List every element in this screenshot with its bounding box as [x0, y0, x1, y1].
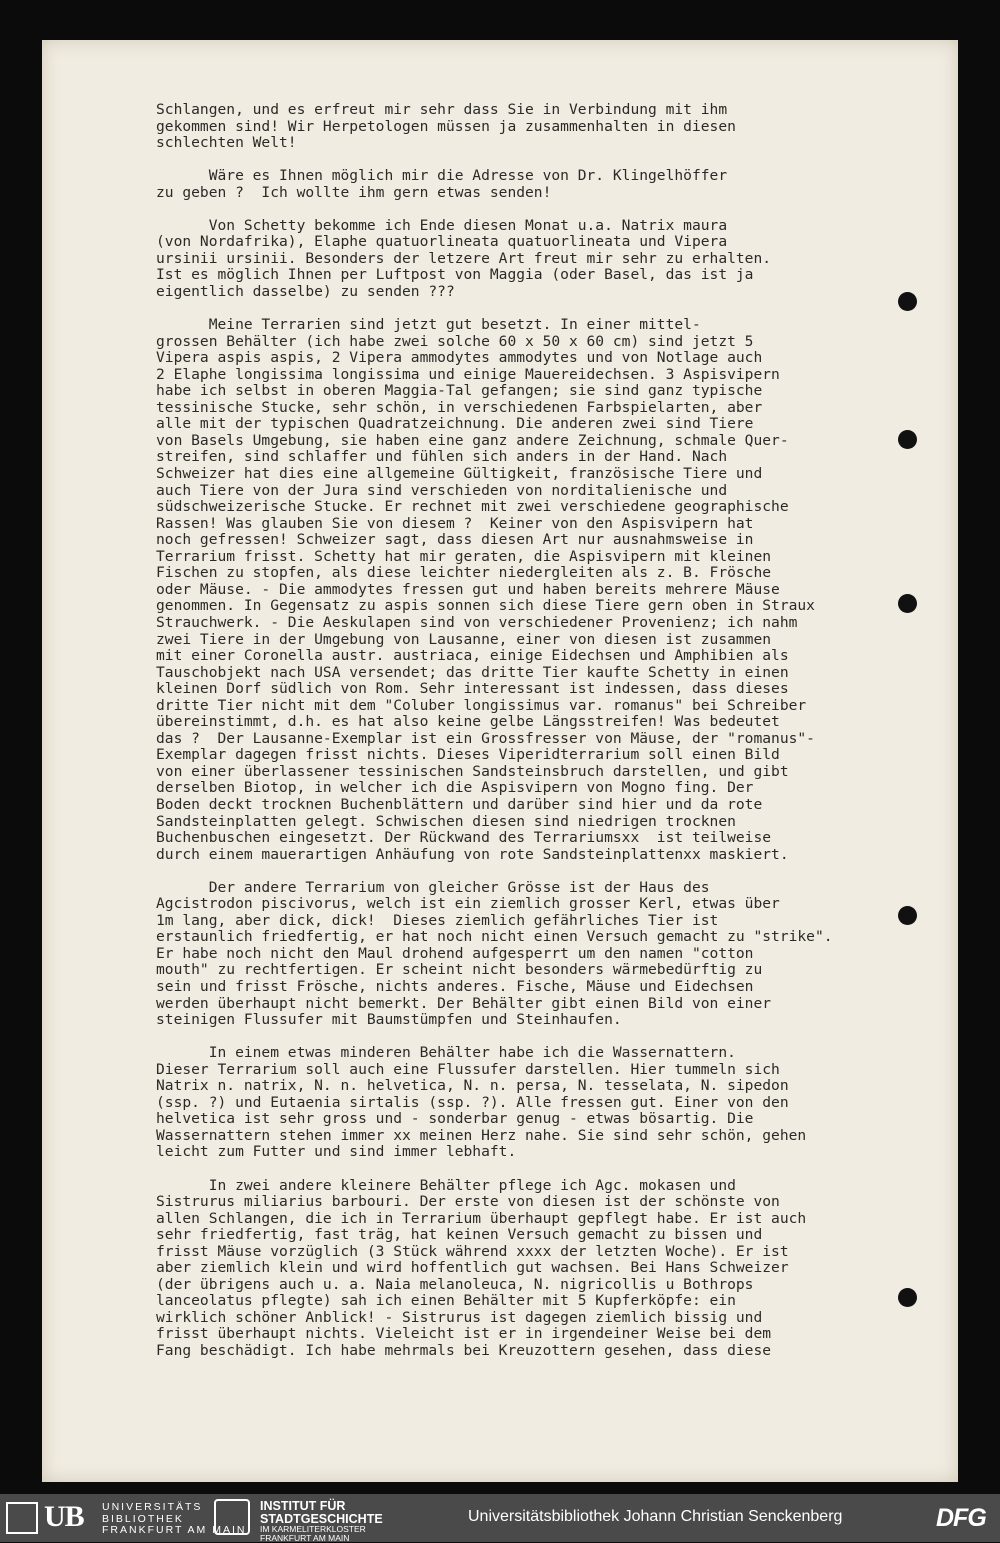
text-line: Agcistrodon piscivorus, welch ist ein ziemlich grosser Kerl, etwas über: [156, 895, 780, 913]
text-line: Sandsteinplatten gelegt. Schwischen diesen sind niedrigen trocknen: [156, 812, 736, 830]
text-line: genommen. In Gegensatz zu aspis sonnen sich diese Tiere gern oben in Straux: [156, 597, 815, 615]
ub-logo[interactable]: [6, 1500, 247, 1536]
footer-title[interactable]: Universitätsbibliothek Johann Christian Senckenberg: [468, 1508, 843, 1525]
text-line: habe ich selbst in oberen Maggia-Tal gefangen; sie sind ganz typische: [156, 382, 763, 400]
text-line: Meine Terrarien sind jetzt gut besetzt. In einer mittel-: [156, 316, 701, 334]
text-line: allen Schlangen, die ich in Terrarium überhaupt gepflegt habe. Er ist auch: [156, 1209, 807, 1227]
text-line: auch Tiere von der Jura sind verschieden von norditalienische und: [156, 481, 728, 499]
text-line: tessinische Stucke, sehr schön, in verschiedenen Farbspielarten, aber: [156, 398, 763, 416]
ub-logo-name: UNIVERSITÄTS BIBLIOTHEK FRANKFURT AM MAIN: [102, 1501, 247, 1536]
text-line: zwei Tiere in der Umgebung von Lausanne, einer von diesen ist zusammen: [156, 630, 772, 648]
text-line: Buchenbuschen eingesetzt. Der Rückwand des Terrariumsxx ist teilweise: [156, 829, 772, 847]
punch-hole: [898, 1288, 917, 1307]
text-line: Er habe noch nicht den Maul drohend aufgesperrt um den namen "cotton: [156, 944, 754, 962]
text-line: zu geben ? Ich wollte ihm gern etwas senden!: [156, 183, 552, 201]
text-line: [156, 301, 876, 318]
text-line: alle mit der typischen Quadratzeichnung. Die anderen zwei sind Tiere: [156, 415, 754, 433]
letter-body: [156, 102, 876, 1360]
text-line: südschweizerische Stucke. Er rechnet mit zwei verschiedene geographische: [156, 498, 789, 516]
isg-logo[interactable]: [214, 1499, 444, 1543]
text-line: Fang beschädigt. Ich habe mehrmals bei Kreuzottern gesehen, dass diese: [156, 1342, 772, 1360]
text-line: durch einem mauerartigen Anhäufung von rote Sandsteinplattenxx maskiert.: [156, 845, 789, 863]
text-line: streifen, sind schlaffer und fühlen sich anders in der Hand. Nach: [156, 448, 728, 466]
text-line: Schweizer hat dies eine allgemeine Gültigkeit, französische Tiere und: [156, 465, 763, 483]
text-line: Vipera aspis aspis, 2 Vipera ammodytes ammodytes und von Notlage auch: [156, 349, 763, 367]
text-line: von einer überlassener tessinischen Sandsteinsbruch darstellen, und gibt: [156, 762, 789, 780]
text-line: Der andere Terrarium von gleicher Grösse ist der Haus des: [156, 878, 710, 896]
text-line: lanceolatus pflegte) sah ich einen Behälter mit 5 Kupferköpfe: ein: [156, 1292, 736, 1310]
text-line: Fischen zu stopfen, als diese leichter niedergleiten als z. B. Frösche: [156, 564, 772, 582]
isg-emblem-icon: [214, 1499, 250, 1535]
text-line: Rassen! Was glauben Sie von diesem ? Keiner von den Aspisvipern hat: [156, 514, 754, 532]
text-line: grossen Behälter (ich habe zwei solche 60 x 50 x 60 cm) sind jetzt 5: [156, 332, 754, 350]
text-line: steinigen Flussufer mit Baumstümpfen und Steinhaufen.: [156, 1011, 622, 1029]
text-line: derselben Biotop, in welcher ich die Aspisvipern von Mogno fing. Der: [156, 779, 754, 797]
isg-logo-subtitle: IM KARMELITERKLOSTER FRANKFURT AM MAIN: [260, 1524, 366, 1543]
text-line: kleinen Dorf südlich von Rom. Sehr interessant ist indessen, dass dieses: [156, 680, 789, 698]
text-line: Sistrurus miliarius barbouri. Der erste von diesen ist der schönste von: [156, 1193, 780, 1211]
text-line: [156, 1161, 876, 1178]
text-line: dritte Tier nicht mit dem "Coluber longissimus var. romanus" bei Schreiber: [156, 696, 807, 714]
text-line: 2 Elaphe longissima longissima und einige Mauereidechsen. 3 Aspisvipern: [156, 365, 780, 383]
text-line: helvetica ist sehr gross und - sonderbar genug - etwas bösartig. Die: [156, 1110, 754, 1128]
text-line: (der übrigens auch u. a. Naia melanoleuca, N. nigricollis u Bothrops: [156, 1275, 754, 1293]
text-line: das ? Der Lausanne-Exemplar ist ein Grossfresser von Mäuse, der "romanus"-: [156, 729, 815, 747]
isg-logo-name: INSTITUT FÜR STADTGESCHICHTE: [260, 1499, 383, 1526]
text-line: sehr friedfertig, fast träg, hat keinen Versuch gemacht zu bissen und: [156, 1226, 763, 1244]
text-line: wirklich schöner Anblick! - Sistrurus ist dagegen ziemlich bissig und: [156, 1308, 763, 1326]
text-line: eigentlich dasselbe) zu senden ???: [156, 283, 455, 301]
text-line: [156, 152, 876, 169]
text-line: sein und frisst Frösche, nichts anderes. Fische, Mäuse und Eidechsen: [156, 977, 754, 995]
text-line: mouth" zu rechtfertigen. Er scheint nicht besonders wärmebedürftig zu: [156, 961, 763, 979]
text-line: [156, 1029, 876, 1046]
text-line: In einem etwas minderen Behälter habe ich die Wassernattern.: [156, 1044, 736, 1062]
ub-emblem-icon: [6, 1502, 38, 1534]
text-line: Natrix n. natrix, N. n. helvetica, N. n. persa, N. tesselata, N. sipedon: [156, 1077, 789, 1095]
text-line: (ssp. ?) und Eutaenia sirtalis (ssp. ?). Alle fressen gut. Einer von den: [156, 1093, 789, 1111]
text-line: Tauschobjekt nach USA versendet; das dritte Tier kaufte Schetty in einen: [156, 663, 789, 681]
punch-hole: [898, 906, 917, 925]
text-line: frisst überhaupt nichts. Vieleicht ist er in irgendeiner Weise bei dem: [156, 1325, 772, 1343]
punch-hole: [898, 292, 917, 311]
text-line: leicht zum Futter und sind immer lebhaft.: [156, 1143, 517, 1161]
text-line: Wassernattern stehen immer xx meinen Herz nahe. Sie sind sehr schön, gehen: [156, 1126, 807, 1144]
text-line: erstaunlich friedfertig, er hat noch nicht einen Versuch gemacht zu "strike".: [156, 928, 833, 946]
text-line: von Basels Umgebung, sie haben eine ganz andere Zeichnung, schmale Quer-: [156, 431, 789, 449]
footer-bar: [0, 1494, 1000, 1542]
text-line: ursinii ursinii. Besonders der letzere Art freut mir sehr zu erhalten.: [156, 249, 772, 267]
text-line: Exemplar dagegen frisst nichts. Dieses Viperidterrarium soll einen Bild: [156, 746, 780, 764]
dfg-logo[interactable]: DFG: [936, 1504, 986, 1532]
ub-logo-letters: UB: [44, 1500, 84, 1533]
text-line: Von Schetty bekomme ich Ende diesen Monat u.a. Natrix maura: [156, 216, 728, 234]
text-line: In zwei andere kleinere Behälter pflege ich Agc. mokasen und: [156, 1176, 736, 1194]
text-line: [156, 201, 876, 218]
text-line: [156, 863, 876, 880]
text-line: werden überhaupt nicht bemerkt. Der Behälter gibt einen Bild von einer: [156, 994, 772, 1012]
text-line: übereinstimmt, d.h. es hat also keine gelbe Längsstreifen! Was bedeutet: [156, 713, 780, 731]
text-line: oder Mäuse. - Die ammodytes fressen gut und haben bereits mehrere Mäuse: [156, 580, 780, 598]
punch-hole: [898, 430, 917, 449]
text-line: aber ziemlich klein und wird hoffentlich gut wachsen. Bei Hans Schweizer: [156, 1259, 789, 1277]
text-line: Terrarium frisst. Schetty hat mir geraten, die Aspisvipern mit kleinen: [156, 547, 772, 565]
text-line: Ist es möglich Ihnen per Luftpost von Maggia (oder Basel, das ist ja: [156, 266, 754, 284]
text-line: 1m lang, aber dick, dick! Dieses ziemlich gefährliches Tier ist: [156, 911, 719, 929]
text-line: Strauchwerk. - Die Aeskulapen sind von verschiedener Provenienz; ich nahm: [156, 613, 798, 631]
text-line: Wäre es Ihnen möglich mir die Adresse von Dr. Klingelhöffer: [156, 167, 728, 185]
text-line: (von Nordafrika), Elaphe quatuorlineata quatuorlineata und Vipera: [156, 233, 728, 251]
punch-hole: [898, 594, 917, 613]
text-line: Dieser Terrarium soll auch eine Flussufer darstellen. Hier tummeln sich: [156, 1060, 780, 1078]
text-line: noch gefressen! Schweizer sagt, dass diesen Art nur ausnahmsweise in: [156, 531, 754, 549]
text-line: schlechten Welt!: [156, 134, 297, 152]
text-line: mit einer Coronella austr. austriaca, einige Eidechsen und Amphibien als: [156, 647, 789, 665]
text-line: Boden deckt trocknen Buchenblättern und darüber sind hier und da rote: [156, 795, 763, 813]
text-line: Schlangen, und es erfreut mir sehr dass Sie in Verbindung mit ihm: [156, 101, 728, 118]
text-line: frisst Mäuse vorzüglich (3 Stück während xxxx der letzten Woche). Er ist: [156, 1242, 789, 1260]
text-line: gekommen sind! Wir Herpetologen müssen ja zusammenhalten in diesen: [156, 117, 736, 135]
